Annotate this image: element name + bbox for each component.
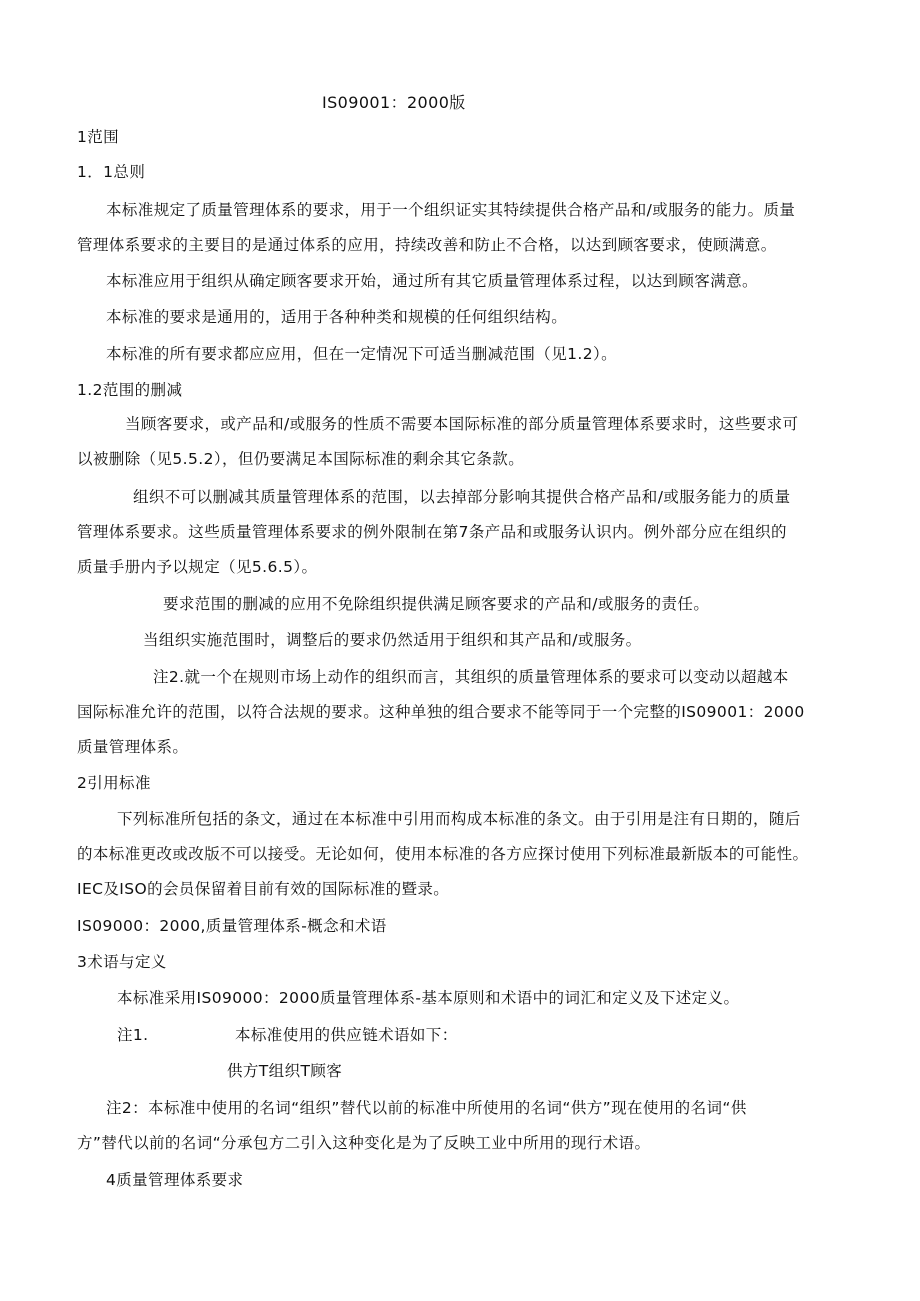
section-3-heading: 3术语与定义	[77, 953, 167, 971]
note-2-line-1: 注2.就一个在规则市场上动作的组织而言，其组织的质量管理体系的要求可以变动以超越本	[153, 668, 789, 686]
paragraph-8: 当组织实施范围时，调整后的要求仍然适用于组织和其产品和/或服务。	[143, 631, 642, 649]
note-2b-line-2: 方”替代以前的名词“分承包方二引入这种变化是为了反映工业中所用的现行术语。	[77, 1134, 651, 1152]
document-title: IS09001：2000版	[322, 93, 466, 112]
paragraph-7: 要求范围的删减的应用不免除组织提供满足顾客要求的产品和/或服务的责任。	[163, 595, 710, 613]
supply-chain-line: 供方T组织T顾客	[227, 1062, 343, 1080]
note-2b-line-1: 注2：本标准中使用的名词“组织”替代以前的标准中所使用的名词“供方”现在使用的名词“供	[106, 1099, 747, 1117]
reference-iso9000: IS09000：2000,质量管理体系-概念和术语	[77, 917, 387, 935]
paragraph-1-line-2: 管理体系要求的主要目的是通过体系的应用，持续改善和防止不合格，以达到顾客要求，使顾满意。	[77, 236, 777, 254]
paragraph-6-line-1: 组织不可以删减其质量管理体系的范围，以去掉部分影响其提供合格产品和/或服务能力的质量	[133, 488, 791, 506]
note-2-line-3: 质量管理体系。	[77, 738, 189, 756]
section-1-1-heading: 1．1总则	[77, 163, 146, 181]
paragraph-3: 本标准的要求是通用的，适用于各种种类和规模的任何组织结构。	[106, 308, 568, 326]
paragraph-1-line-1: 本标准规定了质量管理体系的要求，用于一个组织证实其特续提供合格产品和/或服务的能力。质量	[106, 201, 796, 219]
section-1-2-heading: 1.2范围的删减	[77, 381, 183, 399]
paragraph-6-line-3: 质量手册内予以规定（见5.6.5）。	[77, 558, 318, 576]
paragraph-9-line-3: IEC及ISO的会员保留着目前有效的国际标准的暨录。	[77, 880, 450, 898]
note-2-line-2: 国际标准允许的范围，以符合法规的要求。这种单独的组合要求不能等同于一个完整的IS09001：2000	[77, 703, 805, 721]
section-2-heading: 2引用标准	[77, 774, 151, 792]
paragraph-9-line-2: 的本标准更改或改版不可以接受。无论如何，使用本标准的各方应探讨使用下列标准最新版本的可能性。	[77, 845, 809, 863]
section-4-heading: 4质量管理体系要求	[106, 1171, 244, 1189]
note-1-label: 注1.	[117, 1026, 149, 1044]
paragraph-6-line-2: 管理体系要求。这些质量管理体系要求的例外限制在第7条产品和或服务认识内。例外部分应在组织的	[77, 523, 787, 541]
paragraph-10: 本标准采用IS09000：2000质量管理体系-基本原则和术语中的词汇和定义及下述定义。	[117, 989, 740, 1007]
paragraph-5-line-2: 以被删除（见5.5.2），但仍要满足本国际标准的剩余其它条款。	[77, 450, 525, 468]
paragraph-4: 本标准的所有要求都应应用，但在一定情况下可适当删减范围（见1.2）。	[106, 345, 618, 363]
section-1-heading: 1范围	[77, 128, 120, 146]
paragraph-9-line-1: 下列标准所包括的条文，通过在本标准中引用而构成本标准的条文。由于引用是注有日期的，随后	[117, 810, 801, 828]
note-1-text: 本标准使用的供应链术语如下：	[235, 1026, 458, 1044]
paragraph-5-line-1: 当顾客要求，或产品和/或服务的性质不需要本国际标准的部分质量管理体系要求时，这些要求可	[125, 415, 799, 433]
paragraph-2: 本标准应用于组织从确定顾客要求开始，通过所有其它质量管理体系过程，以达到顾客满意。	[106, 272, 758, 290]
